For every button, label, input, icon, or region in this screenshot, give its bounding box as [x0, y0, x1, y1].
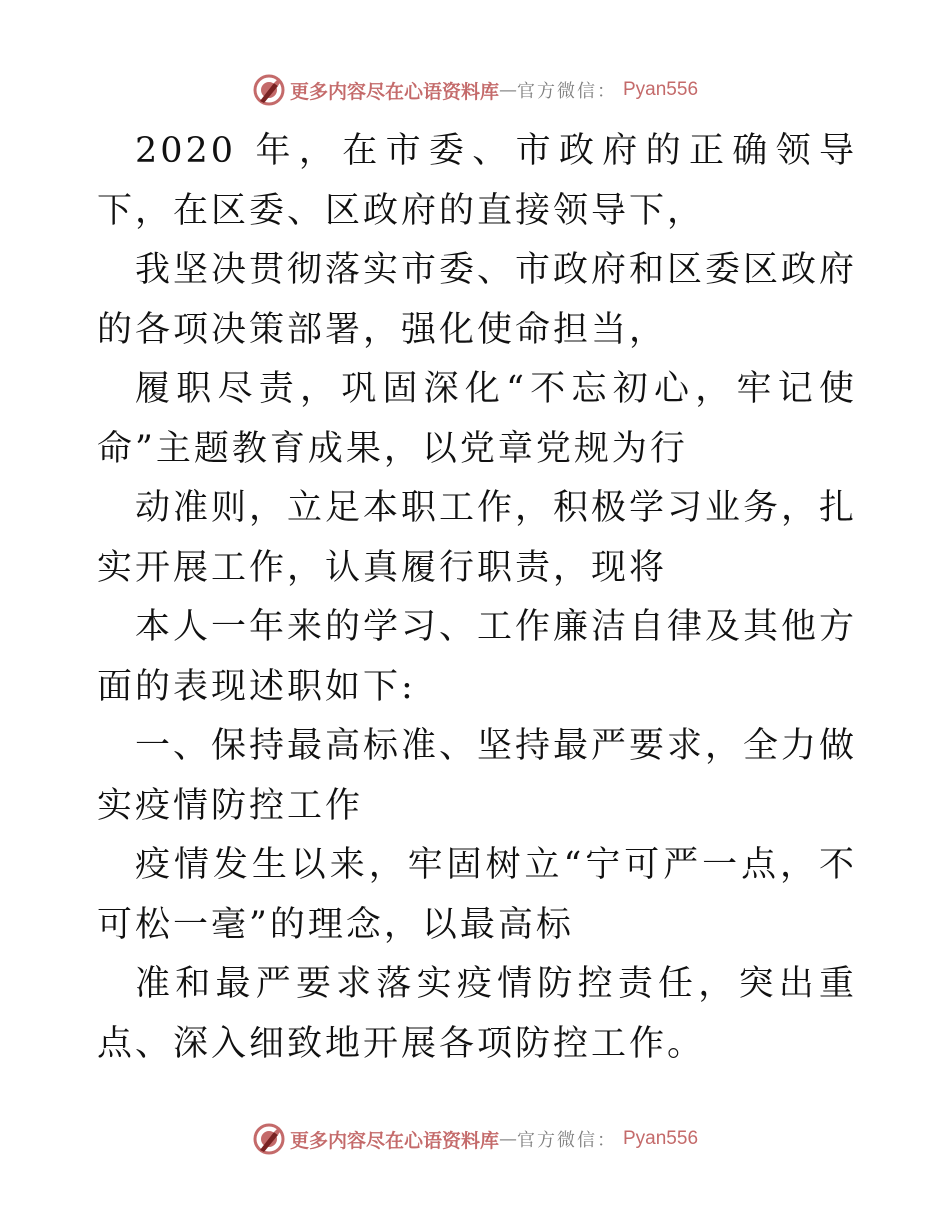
- watermark-separator: —: [499, 1128, 517, 1150]
- paragraph-2: 我坚决贯彻落实市委、市政府和区委区政府的各项决策部署，强化使命担当，: [97, 250, 858, 350]
- watermark-account: Pyan556: [623, 79, 699, 100]
- paragraph-3: 履职尽责，巩固深化“不忘初心，牢记使命”主题教育成果，以党章党规为行: [97, 369, 857, 469]
- paragraph-6: 疫情发生以来，牢固树立“宁可严一点，不可松一毫”的理念，以最高标: [97, 845, 857, 945]
- footer-watermark: [0, 1119, 950, 1159]
- watermark-separator: —: [499, 79, 517, 101]
- pen-logo-icon: [252, 73, 286, 107]
- watermark-label: 官方微信：: [517, 81, 617, 102]
- paragraph-7: 准和最严要求落实疫情防控责任，突出重点、深入细致地开展各项防控工作。: [97, 964, 857, 1064]
- paragraph-5: 本人一年来的学习、工作廉洁自律及其他方面的表现述职如下:: [97, 607, 858, 707]
- section-heading-1: 一、保持最高标准、坚持最严要求，全力做实疫情防控工作: [97, 726, 858, 826]
- document-body: [97, 122, 857, 1074]
- paragraph-1: 2020 年，在市委、市政府的正确领导下，在区委、区政府的直接领导下，: [97, 131, 857, 231]
- paragraph-4: 动准则，立足本职工作，积极学习业务，扎实开展工作，认真履行职责，现将: [97, 488, 858, 588]
- header-watermark: [0, 70, 950, 110]
- watermark-brand: 更多内容尽在心语资料库: [289, 1129, 499, 1152]
- pen-logo-icon: [252, 1122, 286, 1156]
- watermark-account: Pyan556: [623, 1128, 699, 1149]
- watermark-label: 官方微信：: [517, 1130, 617, 1151]
- watermark-brand: 更多内容尽在心语资料库: [289, 80, 499, 103]
